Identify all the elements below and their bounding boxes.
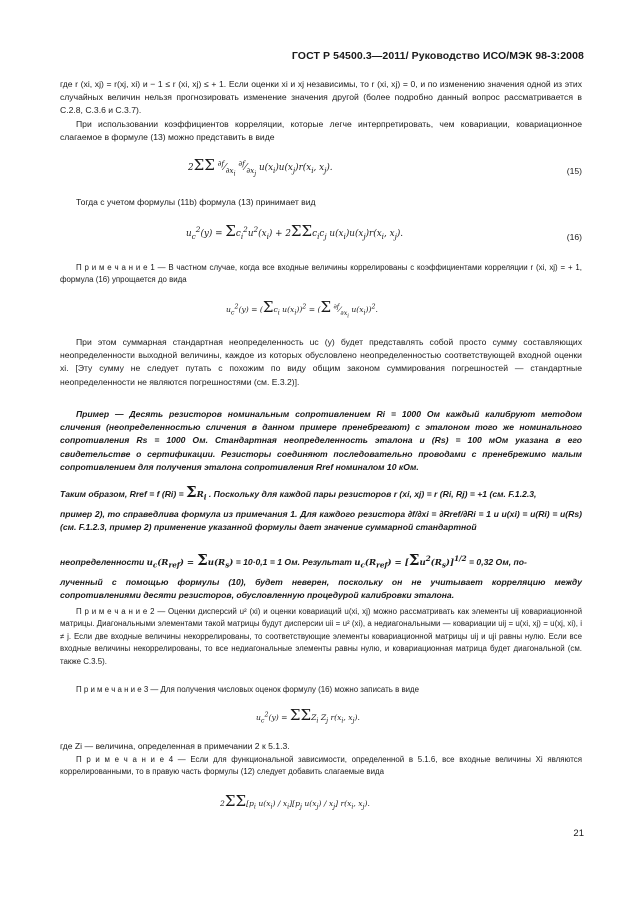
page-number: 21 — [573, 828, 584, 839]
example-text: = 0,32 Ом, по- — [469, 556, 527, 567]
equation-note-3 — [256, 706, 360, 725]
example-text: неопределенности — [60, 556, 145, 567]
equation-16 — [186, 222, 403, 241]
paragraph: При этом суммарная стандартная неопределенность uc (y) будет представлять собой просто сумму составляющих неопределенности выходной величины, каждое из которых обусловлено неопределенностью соответствующей входной оценки xi. [Эту сумму не следует путать с похожим по виду общим законом суммирования погрешностей — стандартные неопределенности не являются погрешностями (см. Е.3.2)]. — [60, 337, 582, 387]
page-header: ГОСТ Р 54500.3—2011/ Руководство ИСО/МЭК 98-3:2008 — [291, 50, 584, 62]
inline-formula: $u_c(R_{ref}) = [\Sigma u^2(R_s)]^{1/2}$ — [354, 550, 467, 570]
equation-note-4 — [220, 792, 370, 811]
example-text: . Поскольку для каждой пары резисторов r (xi, xj) = r (Ri, Rj) = +1 (см. F.1.2.3, — [208, 489, 537, 499]
inline-sum: $\Sigma R_i$ — [185, 483, 207, 502]
equation-note-1 — [226, 298, 378, 319]
example-paragraph: лученный с помощью формулы (10), будет неверен, поскольку он не учитывает корреляцию между сопротивлениями десяти резисторов, обусловленную процедурой калибровки эталона. — [60, 577, 582, 601]
example-line — [60, 552, 582, 572]
example-text: Таким образом, Rref = f (Ri) = — [60, 489, 184, 499]
example-paragraph: пример 2), то справедлива формула из примечания 1. Для каждого резистора ∂f/∂xi = ∂Rref/∂Ri = 1 и u(xi) = u(Ri) = u(Rs) (см. F.1.2.3, пример 2) применение указанной формулы дает значение суммарной стандартной — [60, 509, 582, 533]
example-paragraph: Пример — Десять резисторов номинальным сопротивлением Ri = 1000 Ом каждый калибруют методом сличения (неопределенностью сличения в данном примере пренебрегают) с эталоном того же номинального сопротивления Rs = 1000 Ом. Стандартная неопределенность эталона и (Rs) = 100 мОм указана в его свидетельстве о сертификации. Резисторы соединяют последовательно проводами с пренебрежимо малым сопротивлением для получения эталона сопротивления Rref номиналом 10 кОм. — [60, 409, 582, 472]
note-4: П р и м е ч а н и е 4 — Если для функциональной зависимости, определенной в 5.1.6, все входные величины Xi являются коррелированными, то в правую часть формулы (12) следует добавить слагаемые вида — [60, 755, 582, 777]
equation-text: $2\Sigma\Sigma[p_i$ $u(x_i) / x_i][p_j$ $u(x_j) / x_j$] $r(x_i$, $x_j$). — [220, 792, 370, 811]
equation-text: $u_c^2(y) = (\Sigma c_i$ $u(x_i))^2 = (\Sigma$ $^{\partial f}⁄_{\partial x_i}$ $u(x_i))^2$. — [226, 298, 378, 319]
paragraph: где Zi — величина, определенная в примечании 2 к 5.1.3. — [60, 741, 290, 751]
example-line — [60, 483, 582, 504]
equation-text: $u_c^2(y) = \Sigma\Sigma Z_i$ $Z_j$ $r(x_i$, $x_j$). — [256, 706, 360, 725]
equation-number: (16) — [566, 232, 582, 242]
equation-number: (15) — [566, 166, 582, 176]
paragraph: Тогда с учетом формулы (11b) формула (13) принимает вид — [76, 197, 316, 207]
note-2: П р и м е ч а н и е 2 — Оценки дисперсий u² (xi) и оценки ковариаций u(xi, xj) можно рассматривать как элементы uij ковариационной матрицы. Диагональными элементами такой матрицы будут дисперсии uii = u² (xi), а недиагональными — ковариации uij = u(xi, xj) = u(xj, xi), i ≠ j. Если две входные величины некоррелированы, то соответствующие элементы ковариационной матрицы uij и uji равны нулю. Если все входные величины некоррелированы, то все недиагональные элементы равны нулю, и ковариационная матрица будет диагональной (см. также С.3.5). — [60, 607, 582, 666]
equation-15 — [188, 156, 333, 177]
example-text: = 10·0,1 = 1 Ом. Результат — [235, 556, 352, 567]
equation-text: $u_c^2(y) = \Sigma c_i^2u^2(x_i) + 2\Sigma\Sigma c_ic_j$ $u(x_i)u(x_j)r(x_i$, $x_j$). — [186, 222, 404, 241]
inline-formula: $u_c(R_{ref}) = \Sigma u(R_s)$ — [146, 550, 234, 570]
paragraph: где r (xi, xj) = r(xj, xi) и − 1 ≤ r (xi, xj) ≤ + 1. Если оценки xi и xj независимы, то r (xi, xj) = 0, и по изменению значения одной из этих случайных величин нельзя прогнозировать изменение значения другой (более подробно данный вопрос рассматривается в С.2.8, С.3.6 и С.3.7). — [60, 79, 582, 116]
paragraph: При использовании коэффициентов корреляции, которые легче интерпретировать, чем ковариации, ковариационное слагаемое в формуле (13) можно представить в виде — [60, 119, 582, 143]
note-1: П р и м е ч а н и е 1 — В частном случае, когда все входные величины коррелированы с коэффициентами корреляции r (xi, xj) = + 1, формула (16) упрощается до вида — [60, 263, 582, 285]
equation-text: 2ΣΣ $^{\partial f}⁄_{\partial x_i}$ $^{\partial f}⁄_{\partial x_j}$ $u(x_i)u(x_j)r(x_i$, $x_j$). — [188, 156, 333, 178]
note-3: П р и м е ч а н и е 3 — Для получения числовых оценок формулу (16) можно записать в виде — [76, 685, 420, 694]
